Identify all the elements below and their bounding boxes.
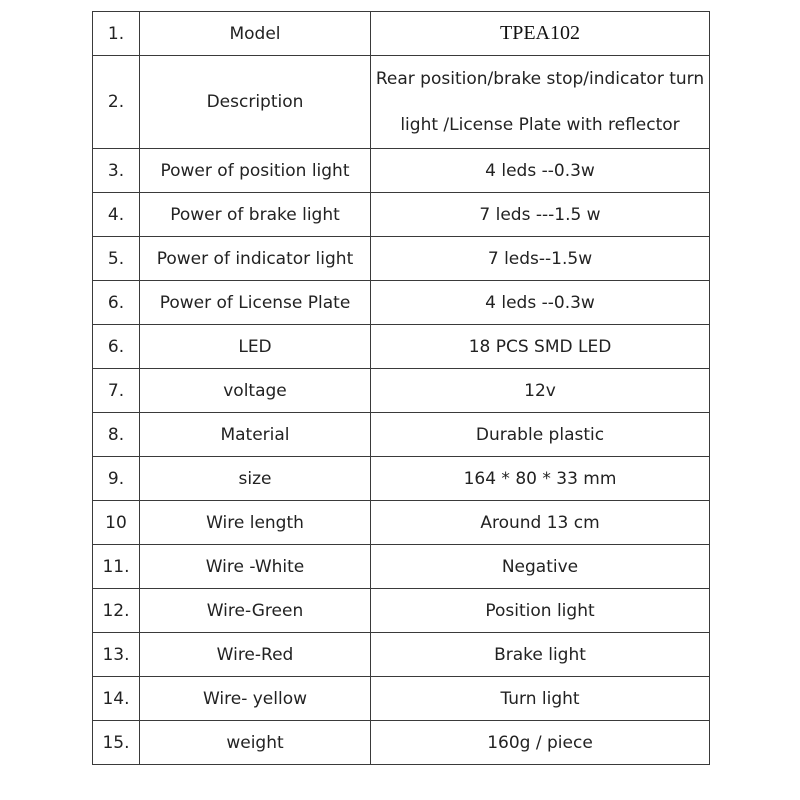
table-row xyxy=(93,501,710,545)
row-value: Position light xyxy=(371,589,710,633)
row-value: Brake light xyxy=(371,633,710,677)
row-label: Power of brake light xyxy=(140,193,371,237)
row-label: Wire- yellow xyxy=(140,677,371,721)
row-value: Rear position/brake stop/indicator turn light /License Plate with reflector xyxy=(371,56,710,149)
row-number: 4. xyxy=(93,193,140,237)
row-value: Negative xyxy=(371,545,710,589)
row-number: 12. xyxy=(93,589,140,633)
row-number: 2. xyxy=(93,56,140,149)
table-row xyxy=(93,677,710,721)
row-value: Around 13 cm xyxy=(371,501,710,545)
row-number: 6. xyxy=(93,281,140,325)
row-value: 4 leds --0.3w xyxy=(371,281,710,325)
table-row xyxy=(93,413,710,457)
row-value: TPEA102 xyxy=(371,12,710,56)
row-value: 164 * 80 * 33 mm xyxy=(371,457,710,501)
row-number: 9. xyxy=(93,457,140,501)
table-row xyxy=(93,149,710,193)
row-label: Power of indicator light xyxy=(140,237,371,281)
table-row xyxy=(93,281,710,325)
row-label: Power of License Plate xyxy=(140,281,371,325)
row-label: Model xyxy=(140,12,371,56)
row-value: 18 PCS SMD LED xyxy=(371,325,710,369)
row-label: weight xyxy=(140,721,371,765)
row-label: Wire-Red xyxy=(140,633,371,677)
row-number: 14. xyxy=(93,677,140,721)
row-value: 7 leds--1.5w xyxy=(371,237,710,281)
row-number: 1. xyxy=(93,12,140,56)
row-number: 7. xyxy=(93,369,140,413)
row-label: LED xyxy=(140,325,371,369)
row-number: 11. xyxy=(93,545,140,589)
table-row xyxy=(93,325,710,369)
row-number: 15. xyxy=(93,721,140,765)
row-label: Material xyxy=(140,413,371,457)
row-label: Wire length xyxy=(140,501,371,545)
row-value: 7 leds ---1.5 w xyxy=(371,193,710,237)
row-number: 13. xyxy=(93,633,140,677)
row-number: 6. xyxy=(93,325,140,369)
row-number: 5. xyxy=(93,237,140,281)
table-row xyxy=(93,545,710,589)
row-label: Power of position light xyxy=(140,149,371,193)
row-value: 160g / piece xyxy=(371,721,710,765)
row-number: 8. xyxy=(93,413,140,457)
table-row xyxy=(93,457,710,501)
row-value: 12v xyxy=(371,369,710,413)
row-number: 10 xyxy=(93,501,140,545)
table-row xyxy=(93,193,710,237)
table-row xyxy=(93,633,710,677)
table-row xyxy=(93,12,710,56)
row-label: Description xyxy=(140,56,371,149)
row-label: Wire -White xyxy=(140,545,371,589)
row-label: voltage xyxy=(140,369,371,413)
row-value: Durable plastic xyxy=(371,413,710,457)
table-row xyxy=(93,721,710,765)
row-label: Wire-Green xyxy=(140,589,371,633)
row-value: Turn light xyxy=(371,677,710,721)
row-number: 3. xyxy=(93,149,140,193)
row-value: 4 leds --0.3w xyxy=(371,149,710,193)
table-row xyxy=(93,589,710,633)
table-row xyxy=(93,237,710,281)
spec-table xyxy=(92,11,710,765)
table-row xyxy=(93,369,710,413)
table-row xyxy=(93,56,710,149)
row-label: size xyxy=(140,457,371,501)
